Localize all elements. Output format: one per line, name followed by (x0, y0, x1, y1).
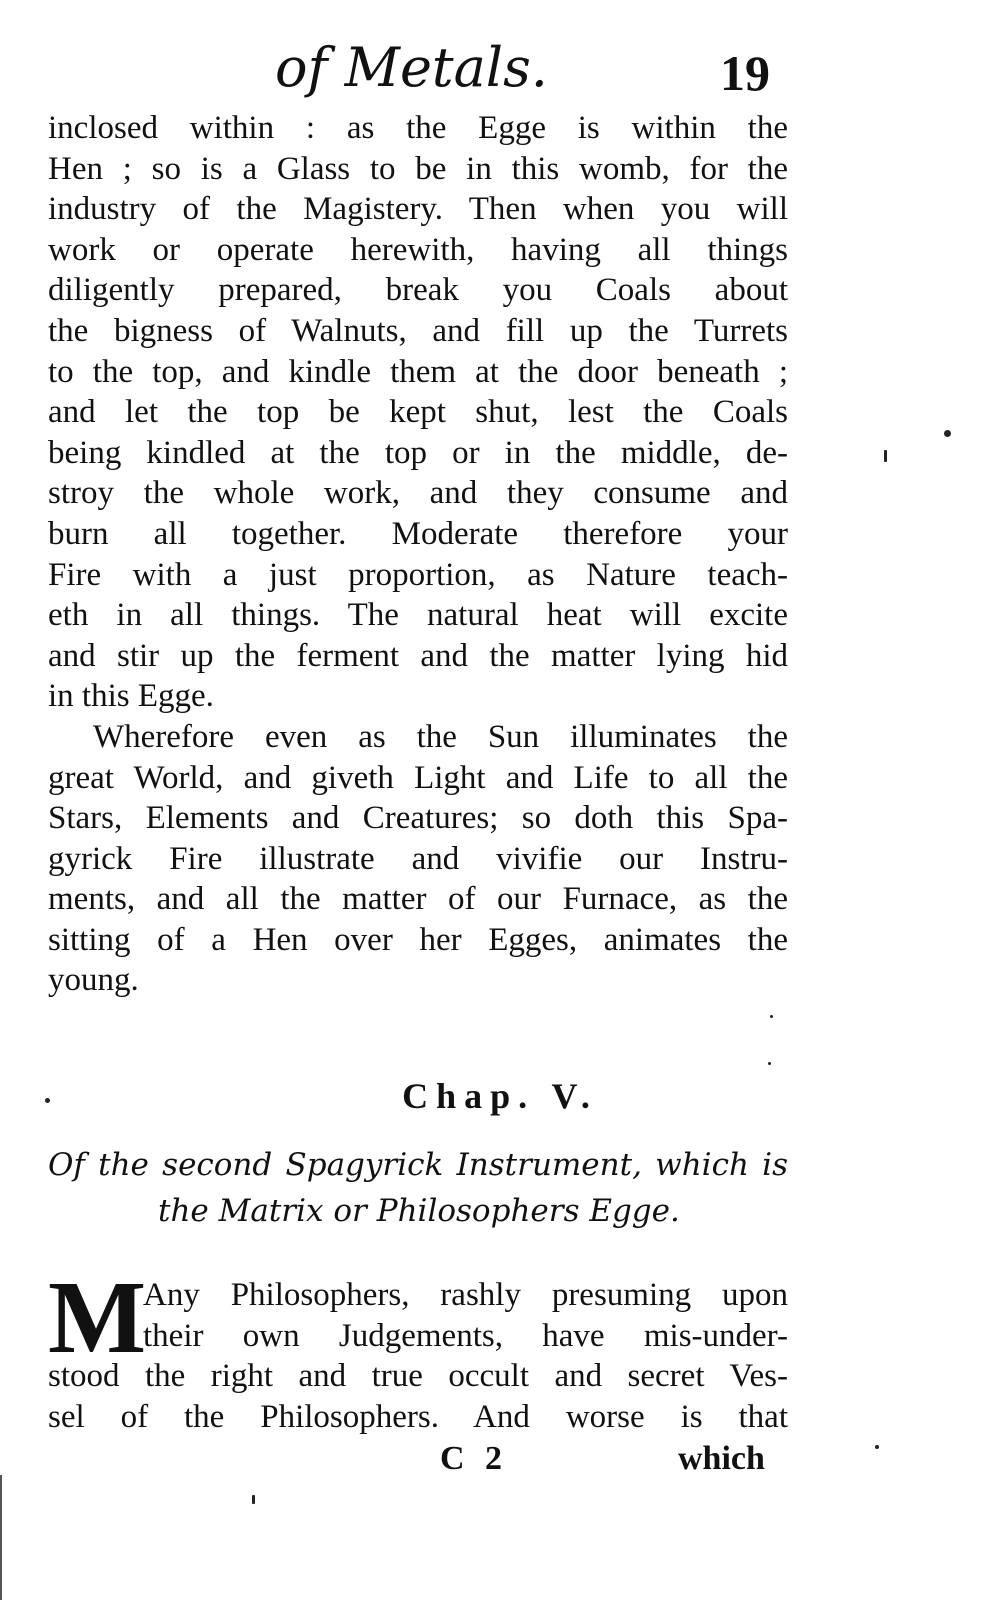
paragraph-2 (48, 717, 788, 1001)
text-line: stood the right and true occult and secret Ves- (48, 1358, 788, 1395)
text-line: their own Judgements, have mis-under- (143, 1317, 788, 1354)
text-line: diligently prepared, break you Coals about (48, 272, 788, 309)
subtitle-line: Of the second Spagyrick Instrument, which is (48, 1147, 788, 1183)
scan-speck (875, 1445, 879, 1449)
scan-edge-mark (0, 1475, 2, 1600)
text-line: sel of the Philosophers. And worse is that (48, 1398, 788, 1435)
text-line: sitting of a Hen over her Egges, animates the (48, 921, 788, 958)
chapter-subtitle (48, 1142, 788, 1234)
scan-speck (944, 430, 951, 437)
text-line: gyrick Fire illustrate and vivifie our Instru- (48, 840, 788, 877)
text-line: in this Egge. (48, 678, 214, 715)
text-line: ments, and all the matter of our Furnace, as the (48, 881, 788, 918)
subtitle-line: the Matrix or Philosophers Egge. (158, 1193, 680, 1229)
text-line: and stir up the ferment and the matter lying hid (48, 637, 788, 674)
text-line: the bigness of Walnuts, and fill up the Turrets (48, 312, 788, 349)
text-line: and let the top be kept shut, lest the Coals (48, 394, 788, 431)
text-line: great World, and giveth Light and Life to all the (48, 759, 788, 796)
page-number: 19 (720, 45, 770, 101)
chapter-text (48, 1260, 788, 1437)
text-line: stroy the whole work, and they consume and (48, 475, 788, 512)
paragraph-1 (48, 108, 788, 717)
text-line: Wherefore even as the Sun illuminates the (93, 718, 788, 755)
text-line: industry of the Magistery. Then when you will (48, 191, 788, 228)
signature-mark: C 2 (440, 1440, 509, 1477)
text-line: Hen ; so is a Glass to be in this womb, for the (48, 150, 788, 187)
text-line: young. (48, 962, 139, 999)
scan-speck (768, 1062, 771, 1065)
text-line: inclosed within : as the Egge is within the (48, 110, 788, 146)
body-text (48, 108, 788, 1001)
text-line: Stars, Elements and Creatures; so doth this Spa- (48, 800, 788, 837)
scan-speck (770, 1015, 773, 1018)
scan-speck (45, 1098, 50, 1103)
text-line: burn all together. Moderate therefore your (48, 515, 788, 552)
page-footer (0, 1440, 1000, 1490)
text-line: work or operate herewith, having all things (48, 231, 788, 268)
text-line: being kindled at the top or in the middle, de- (48, 434, 788, 471)
text-line: to the top, and kindle them at the door beneath ; (48, 353, 788, 390)
text-line: eth in all things. The natural heat will excite (48, 597, 788, 634)
page-header (0, 28, 1000, 108)
scan-speck (252, 1495, 255, 1504)
text-line: Any Philosophers, rashly presuming upon (143, 1277, 788, 1313)
running-head: of Metals. (275, 36, 548, 99)
scan-speck (884, 450, 887, 462)
drop-cap: M (48, 1260, 147, 1375)
catchword: which (678, 1440, 765, 1477)
text-line: Fire with a just proportion, as Nature teach- (48, 556, 788, 593)
chapter-heading: Chap. V. (402, 1076, 598, 1116)
